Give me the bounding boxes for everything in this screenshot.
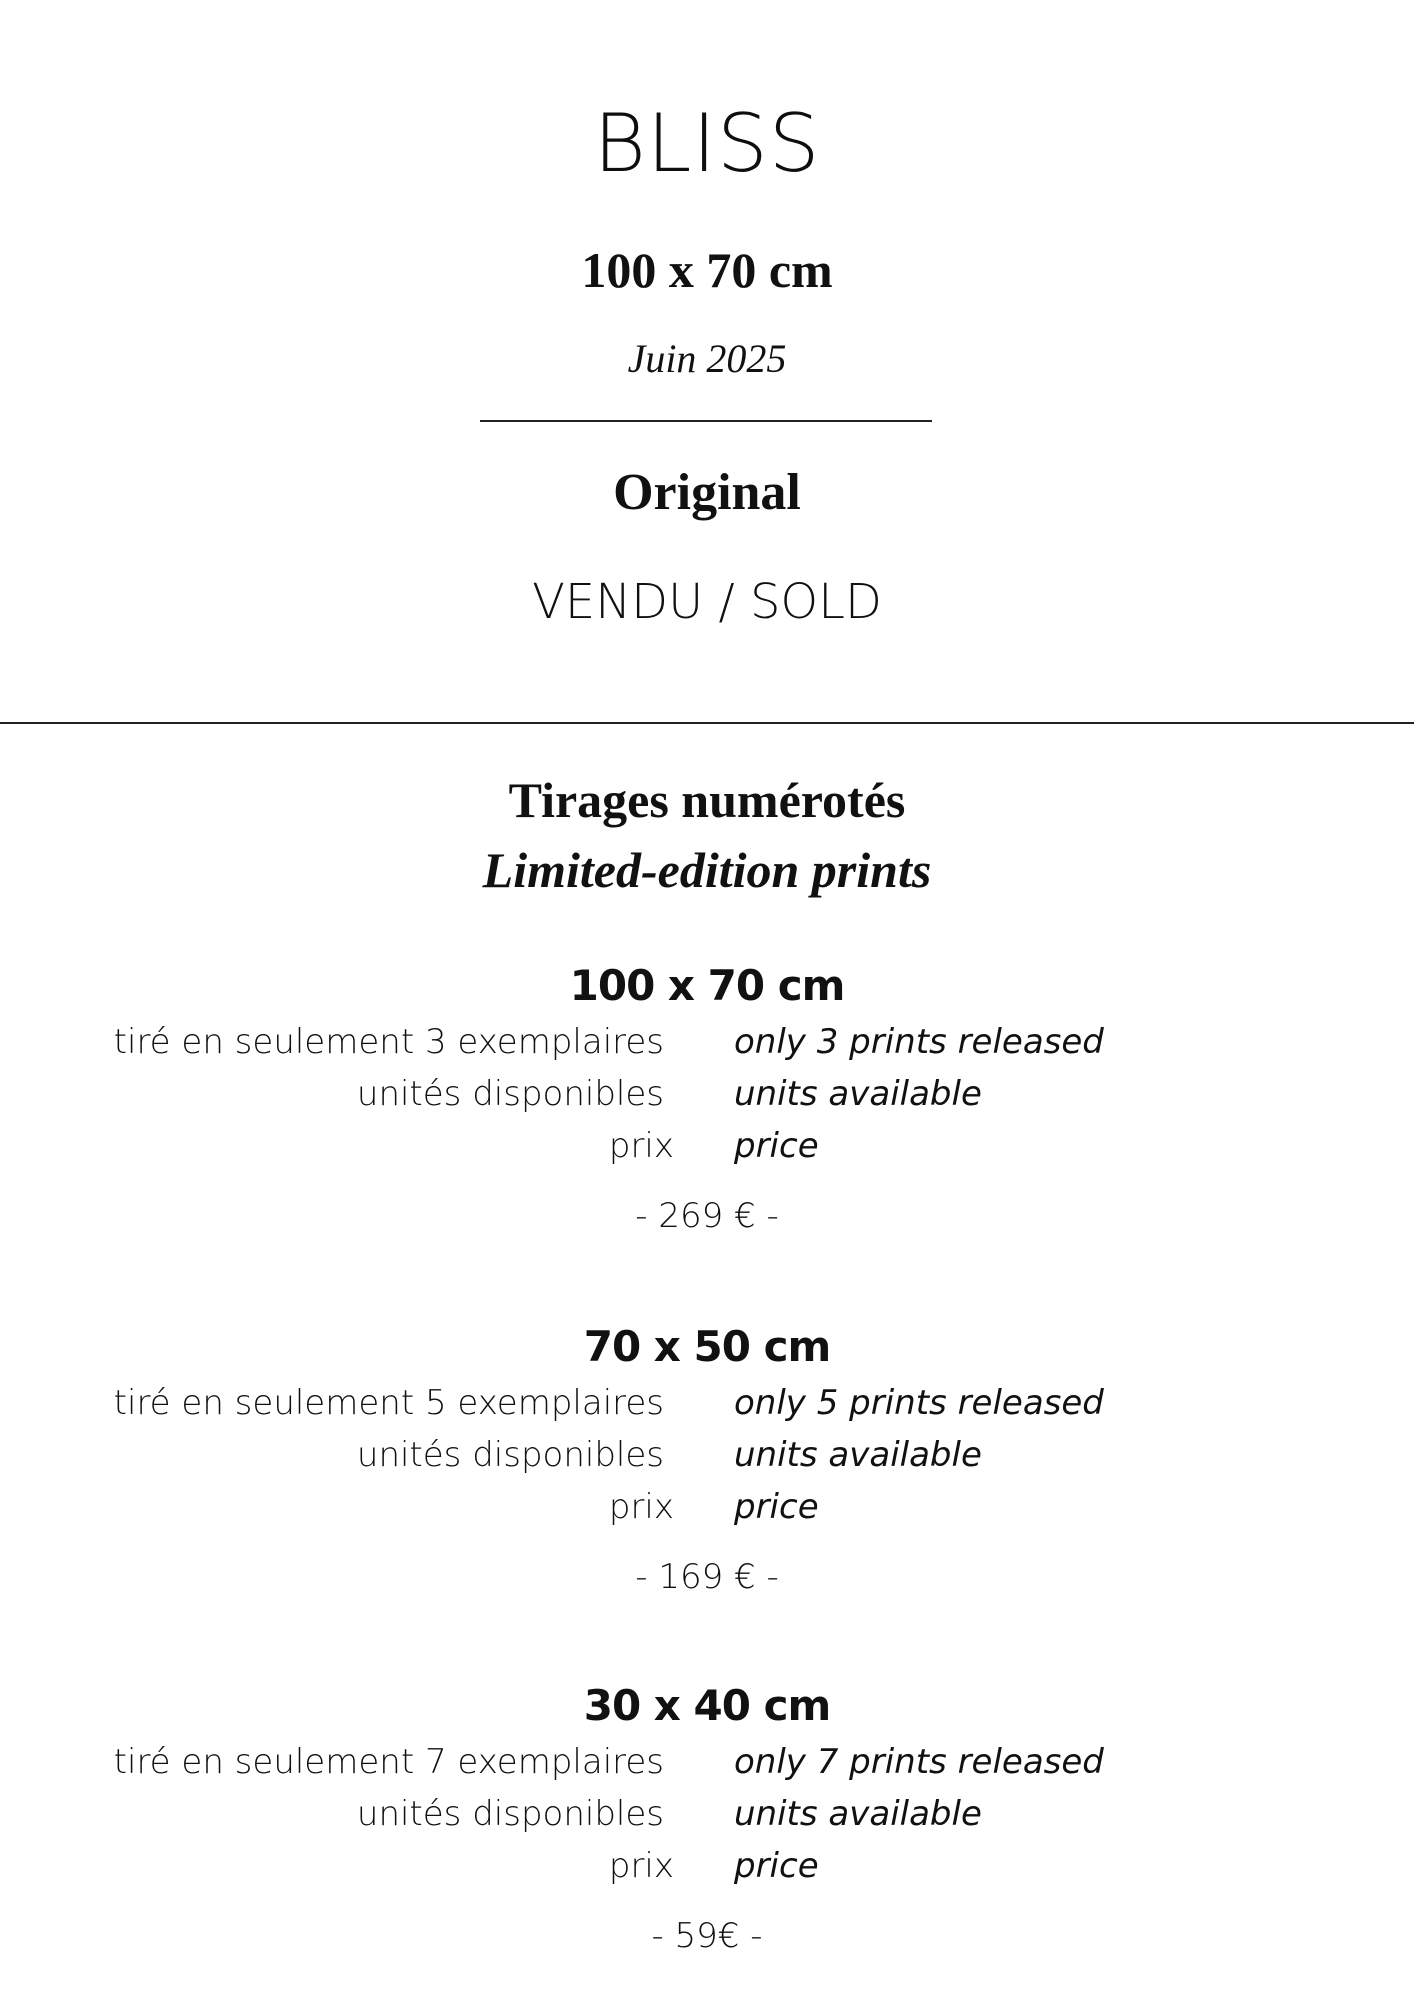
- editions-title-fr: Tirages numérotés: [508, 772, 906, 828]
- edition-count-fr: tiré en seulement 5 exemplaires: [113, 1383, 664, 1423]
- edition-count-en: only 5 prints released: [734, 1383, 1104, 1423]
- edition-available-fr: unités disponibles: [356, 1074, 664, 1114]
- artwork-title: BLISS: [593, 97, 821, 190]
- edition-available-fr: unités disponibles: [356, 1435, 664, 1475]
- edition-count-fr: tiré en seulement 3 exemplaires: [113, 1022, 664, 1062]
- edition-price: - 169 € -: [635, 1557, 779, 1597]
- section-divider: [0, 722, 1414, 724]
- edition-price-label-fr: prix: [608, 1487, 674, 1527]
- edition-price: - 269 € -: [635, 1196, 779, 1236]
- edition-block: [0, 1319, 1414, 1639]
- artwork-date: Juin 2025: [627, 336, 787, 381]
- edition-price-label-en: price: [734, 1487, 819, 1527]
- edition-block: [0, 1678, 1414, 1998]
- edition-size: 100 x 70 cm: [569, 961, 845, 1010]
- original-status: VENDU / SOLD: [532, 574, 882, 630]
- original-heading: Original: [613, 464, 801, 521]
- edition-count-fr: tiré en seulement 7 exemplaires: [113, 1742, 664, 1782]
- edition-price: - 59€ -: [651, 1916, 763, 1956]
- edition-size: 70 x 50 cm: [583, 1322, 831, 1371]
- edition-available-en: units available: [734, 1074, 982, 1114]
- edition-count-en: only 7 prints released: [734, 1742, 1104, 1782]
- artwork-dimensions: 100 x 70 cm: [581, 242, 833, 298]
- edition-count-en: only 3 prints released: [734, 1022, 1104, 1062]
- edition-price-label-fr: prix: [608, 1126, 674, 1166]
- edition-price-label-en: price: [734, 1126, 819, 1166]
- edition-price-label-en: price: [734, 1846, 819, 1886]
- edition-available-fr: unités disponibles: [356, 1794, 664, 1834]
- short-divider: [480, 420, 932, 422]
- edition-size: 30 x 40 cm: [583, 1681, 831, 1730]
- edition-block: [0, 958, 1414, 1278]
- edition-available-en: units available: [734, 1435, 982, 1475]
- edition-available-en: units available: [734, 1794, 982, 1834]
- edition-price-label-fr: prix: [608, 1846, 674, 1886]
- editions-title-en: Limited-edition prints: [482, 842, 932, 898]
